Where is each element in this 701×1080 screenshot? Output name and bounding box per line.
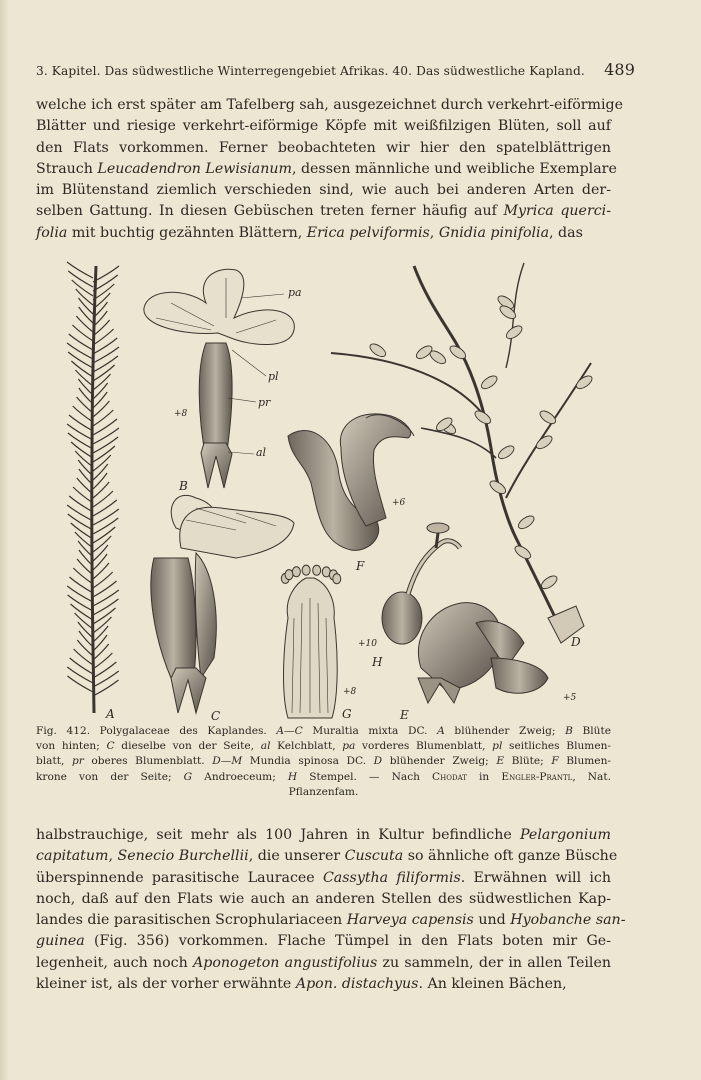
label-mag-b: +8 (174, 409, 188, 419)
text-segment: blühender Zweig; (382, 755, 497, 768)
text-segment: dieselbe von der Seite, (114, 740, 261, 753)
label-mag-e: +5 (563, 693, 577, 703)
text-segment: halbstrauchige, seit mehr als 100 Jahren in Kultur befindliche (36, 827, 521, 843)
text-line (36, 931, 611, 952)
label-f: F (356, 559, 365, 573)
text-segment: . An kleinen Bächen, (418, 976, 567, 993)
text-line (36, 910, 626, 931)
text-segment: Erica pelviformis (306, 224, 430, 241)
drawing-e-flower (418, 603, 548, 703)
text-segment: capitatum (36, 848, 109, 865)
text-segment: seitliches Blumen- (502, 740, 612, 753)
text-line (36, 116, 611, 137)
text-segment: folia (36, 224, 68, 241)
label-pl: pl (268, 370, 279, 383)
text-line (36, 724, 611, 739)
text-segment: A—C (276, 725, 303, 737)
text-line (36, 953, 611, 974)
page-number: 489 (604, 60, 635, 79)
text-segment: noch, daß auf den Flats wie auch an anderen Stellen des südwestlichen Kap- (36, 890, 611, 907)
text-segment: blatt, (36, 755, 72, 768)
text-line (36, 846, 618, 867)
figure-caption (36, 724, 611, 800)
label-mag-h: +10 (358, 639, 377, 649)
text-segment: B (565, 725, 573, 737)
text-segment: Androeceum; (192, 770, 288, 783)
text-line (36, 159, 617, 180)
running-title: 3. Kapitel. Das südwestliche Winterregengebiet Afrikas. 40. Das südwestliche Kapland. (36, 64, 585, 78)
text-segment: Blätter und riesige verkehrt-eiförmige Köpfe mit weißfilzigen Blüten, soll auf (36, 118, 611, 135)
label-b: B (179, 479, 188, 493)
text-segment: (Fig. 356) vorkommen. Flache Tümpel in den Flats boten mir Ge- (84, 933, 611, 950)
label-h: H (372, 655, 383, 669)
text-segment: selben Gattung. In diesen Gebüschen treten ferner häufig auf (36, 203, 504, 220)
label-g: G (342, 707, 352, 721)
text-segment: Blüte; (504, 755, 552, 768)
text-segment: legenheit, auch noch (36, 954, 194, 971)
text-segment: pa (342, 740, 356, 753)
text-segment: Muraltia mixta DC. (302, 725, 438, 737)
running-header (36, 60, 635, 82)
text-segment: H (287, 770, 298, 783)
drawing-g-androeceum (281, 565, 340, 718)
text-segment: al (260, 740, 271, 753)
text-segment: von hinten; (36, 740, 107, 753)
text-segment: landes die parasitischen Scrophulariaceen (36, 912, 347, 929)
text-segment: Leucadendron Lewisianum (97, 160, 292, 177)
label-al: al (256, 446, 267, 459)
text-segment: Apon. distachyus (295, 976, 419, 993)
text-segment: E (496, 755, 505, 768)
text-line (36, 974, 611, 995)
label-mag-g: +8 (343, 687, 357, 697)
text-line (36, 739, 611, 754)
text-segment: D—M (212, 755, 243, 768)
text-segment: Blüte (572, 725, 611, 737)
text-segment: Chodat (432, 770, 467, 783)
text-segment: Strauch (36, 160, 98, 177)
text-segment: Cuscuta (344, 848, 404, 865)
text-segment: G (183, 770, 193, 783)
text-line (36, 138, 611, 159)
page-binding-edge (0, 0, 9, 1080)
text-line (36, 770, 611, 785)
text-segment: Harveya capensis (346, 912, 474, 929)
label-e: E (400, 708, 409, 722)
text-segment: Kelchblatt, (270, 740, 343, 753)
text-segment: , (429, 224, 439, 241)
text-line (36, 889, 611, 910)
text-segment: Pelargonium (520, 827, 611, 843)
text-segment: Cassytha filiformis (322, 869, 461, 886)
text-segment: blühender Zweig; (444, 725, 566, 737)
text-segment: vorderes Blumenblatt, (355, 740, 493, 753)
text-line (36, 223, 611, 244)
paragraph-top (36, 95, 624, 244)
text-segment: so ähnliche oft ganze Büsche (403, 848, 618, 865)
text-segment: Myrica querci- (503, 203, 612, 220)
drawing-a-branch (67, 262, 119, 713)
drawing-f-corolla (288, 414, 414, 551)
label-d: D (571, 635, 581, 649)
text-segment: pr (71, 755, 84, 768)
text-segment: guinea (36, 933, 85, 950)
text-segment: und (473, 912, 511, 929)
text-segment: , dessen männliche und weibliche Exemplare (291, 160, 617, 177)
text-segment: Pflanzenfam. (288, 785, 359, 798)
text-line (36, 754, 611, 769)
text-line (36, 95, 624, 116)
text-segment: welche ich erst später am Tafelberg sah, ausgezeichnet durch verkehrt-eiförmige (36, 97, 624, 113)
text-line (36, 868, 611, 889)
text-segment: Blumen- (558, 755, 611, 768)
label-pr: pr (258, 396, 271, 409)
text-segment: zu sammeln, der in allen Teilen (377, 954, 611, 971)
text-segment: , die unserer (248, 848, 345, 865)
text-segment: . Erwähnen will ich (460, 869, 611, 886)
text-segment: Stempel. — Nach (297, 770, 433, 783)
text-segment: mit buchtig gezähnten Blättern, (67, 224, 307, 241)
text-segment: Gnidia pinifolia (438, 224, 550, 241)
text-segment: A (437, 725, 445, 737)
text-segment: C (106, 740, 115, 753)
text-segment: Senecio Burchellii (117, 848, 249, 865)
paragraph-bottom (36, 825, 626, 995)
text-segment: Mundia spinosa DC. (242, 755, 374, 768)
text-segment: , (108, 848, 118, 865)
text-segment: F (551, 755, 559, 768)
label-a: A (106, 707, 115, 721)
text-line (36, 201, 611, 222)
figure-412-illustration (36, 258, 616, 723)
text-segment: , Nat. (572, 770, 611, 783)
text-segment: D (373, 755, 383, 768)
text-segment: pl (492, 740, 503, 753)
text-segment: den Flats vorkommen. Ferner beobachteten wir hier den spatelblättrigen (36, 139, 611, 156)
label-mag-f: +6 (392, 498, 406, 508)
text-line (36, 180, 611, 201)
text-segment: Aponogeton angustifolius (193, 954, 378, 971)
text-segment: oberes Blumenblatt. (83, 755, 213, 768)
text-segment: Fig. 412. Polygalaceae des Kaplandes. (36, 725, 277, 737)
label-c: C (211, 709, 221, 723)
text-segment: kleiner ist, als der vorher erwähnte (36, 976, 296, 993)
label-pa: pa (288, 286, 302, 299)
text-segment: überspinnende parasitische Lauracee (36, 869, 323, 886)
text-segment: im Blütenstand ziemlich verschieden sind, wie auch bei anderen Arten der- (36, 182, 611, 199)
drawing-c-flower-side (151, 495, 294, 713)
text-line (36, 825, 611, 846)
text-segment: in (466, 770, 502, 783)
text-segment: , das (549, 224, 583, 241)
text-segment: Hyobanche san- (510, 912, 626, 929)
text-segment: krone von der Seite; (36, 770, 184, 783)
text-segment: Engler-Prantl (501, 770, 573, 783)
text-line (36, 785, 611, 800)
